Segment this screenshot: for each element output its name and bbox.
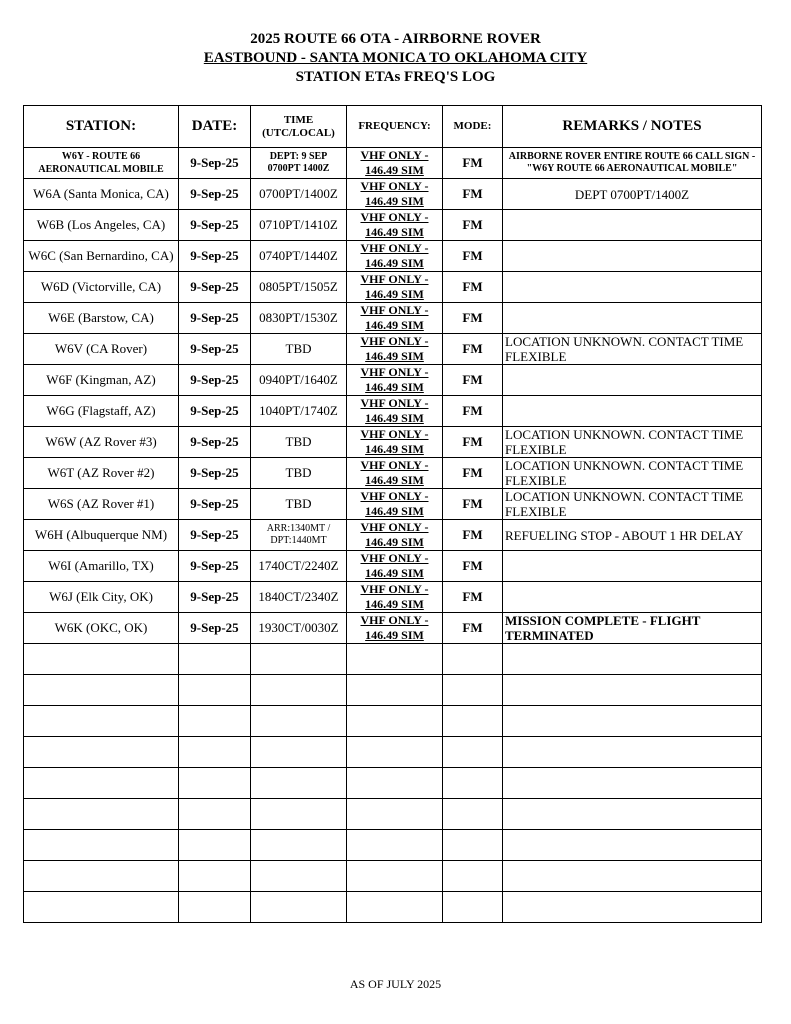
time-cell: 0830PT/1530Z (251, 303, 347, 334)
frequency-line2: 146.49 SIM (365, 535, 424, 549)
frequency-line2: 146.49 SIM (365, 442, 424, 456)
empty-cell (24, 768, 179, 799)
time-cell: 0940PT/1640Z (251, 365, 347, 396)
frequency-line2: 146.49 SIM (365, 628, 424, 642)
table-row (24, 210, 762, 241)
empty-cell (179, 675, 251, 706)
date-cell: 9-Sep-25 (179, 551, 251, 582)
frequency-line1: VHF ONLY - (360, 551, 429, 565)
time-cell: 1840CT/2340Z (251, 582, 347, 613)
frequency-line2: 146.49 SIM (365, 194, 424, 208)
table-row (24, 303, 762, 334)
empty-row (24, 737, 762, 768)
table-row (24, 582, 762, 613)
frequency-line1: VHF ONLY - (360, 241, 429, 255)
time-cell: TBD (251, 489, 347, 520)
frequency-line2: 146.49 SIM (365, 473, 424, 487)
frequency-line1: VHF ONLY - (360, 303, 429, 317)
empty-cell (24, 737, 179, 768)
empty-cell (347, 799, 443, 830)
mode-cell: FM (443, 365, 503, 396)
frequency-line1: VHF ONLY - (360, 334, 429, 348)
empty-cell (24, 799, 179, 830)
mode-cell: FM (443, 334, 503, 365)
empty-cell (347, 675, 443, 706)
date-cell: 9-Sep-25 (179, 582, 251, 613)
remarks-cell (503, 241, 762, 272)
empty-cell (24, 706, 179, 737)
mode-cell: FM (443, 551, 503, 582)
date-cell: 9-Sep-25 (179, 272, 251, 303)
empty-row (24, 768, 762, 799)
date-cell: 9-Sep-25 (179, 458, 251, 489)
empty-cell (179, 768, 251, 799)
date-cell: 9-Sep-25 (179, 427, 251, 458)
empty-cell (179, 799, 251, 830)
empty-cell (503, 706, 762, 737)
remarks-cell (503, 396, 762, 427)
table-header-row (24, 106, 762, 148)
route-subtitle: EASTBOUND - SANTA MONICA TO OKLAHOMA CITY (203, 50, 588, 66)
empty-row (24, 799, 762, 830)
frequency-cell (347, 272, 443, 303)
mode-cell: FM (443, 396, 503, 427)
frequency-line1: VHF ONLY - (360, 458, 429, 472)
empty-cell (24, 675, 179, 706)
station-cell: W6B (Los Angeles, CA) (24, 210, 179, 241)
date-cell: 9-Sep-25 (179, 365, 251, 396)
empty-cell (179, 892, 251, 923)
frequency-line2: 146.49 SIM (365, 597, 424, 611)
frequency-cell (347, 365, 443, 396)
table-row (24, 334, 762, 365)
frequency-line1: VHF ONLY - (360, 489, 429, 503)
table-row (24, 365, 762, 396)
col-header-mode: MODE: (443, 106, 503, 148)
date-cell: 9-Sep-25 (179, 613, 251, 644)
station-cell: W6T (AZ Rover #2) (24, 458, 179, 489)
empty-row (24, 892, 762, 923)
table-row (24, 396, 762, 427)
empty-row (24, 675, 762, 706)
empty-row (24, 861, 762, 892)
empty-cell (251, 706, 347, 737)
empty-cell (503, 799, 762, 830)
empty-cell (347, 644, 443, 675)
frequency-line1: VHF ONLY - (360, 365, 429, 379)
frequency-line1: VHF ONLY - (360, 427, 429, 441)
date-cell: 9-Sep-25 (179, 303, 251, 334)
mode-cell: FM (443, 489, 503, 520)
as-of-footer: AS OF JULY 2025 (349, 977, 442, 991)
mode-cell: FM (443, 241, 503, 272)
empty-cell (347, 892, 443, 923)
frequency-cell (347, 520, 443, 551)
remarks-cell: AIRBORNE ROVER ENTIRE ROUTE 66 CALL SIGN - "W6Y ROUTE 66 AERONAUTICAL MOBILE" (503, 148, 762, 179)
frequency-cell (347, 396, 443, 427)
mode-cell: FM (443, 520, 503, 551)
station-cell: W6Y - ROUTE 66 AERONAUTICAL MOBILE (24, 148, 179, 179)
frequency-line2: 146.49 SIM (365, 225, 424, 239)
empty-cell (24, 892, 179, 923)
table-row (24, 489, 762, 520)
empty-cell (443, 892, 503, 923)
empty-cell (347, 861, 443, 892)
frequency-cell (347, 210, 443, 241)
empty-cell (503, 675, 762, 706)
empty-cell (503, 737, 762, 768)
frequency-line1: VHF ONLY - (360, 210, 429, 224)
time-cell: TBD (251, 334, 347, 365)
table-row (24, 179, 762, 210)
frequency-line1: VHF ONLY - (360, 396, 429, 410)
remarks-cell: LOCATION UNKNOWN. CONTACT TIME FLEXIBLE (503, 458, 762, 489)
empty-cell (251, 799, 347, 830)
mode-cell: FM (443, 303, 503, 334)
remarks-cell: LOCATION UNKNOWN. CONTACT TIME FLEXIBLE (503, 489, 762, 520)
frequency-cell (347, 334, 443, 365)
frequency-line1: VHF ONLY - (360, 613, 429, 627)
frequency-line2: 146.49 SIM (365, 380, 424, 394)
col-header-station: STATION: (24, 106, 179, 148)
empty-cell (443, 830, 503, 861)
station-cell: W6V (CA Rover) (24, 334, 179, 365)
time-cell: ARR:1340MT / DPT:1440MT (251, 520, 347, 551)
empty-cell (251, 768, 347, 799)
frequency-line1: VHF ONLY - (360, 148, 429, 162)
empty-cell (179, 644, 251, 675)
empty-cell (443, 861, 503, 892)
station-cell: W6A (Santa Monica, CA) (24, 179, 179, 210)
station-cell: W6D (Victorville, CA) (24, 272, 179, 303)
empty-cell (503, 892, 762, 923)
empty-cell (179, 830, 251, 861)
time-cell: TBD (251, 427, 347, 458)
frequency-cell (347, 489, 443, 520)
date-cell: 9-Sep-25 (179, 210, 251, 241)
frequency-cell (347, 179, 443, 210)
time-cell: 1040PT/1740Z (251, 396, 347, 427)
station-cell: W6S (AZ Rover #1) (24, 489, 179, 520)
empty-cell (503, 830, 762, 861)
date-cell: 9-Sep-25 (179, 520, 251, 551)
remarks-cell: LOCATION UNKNOWN. CONTACT TIME FLEXIBLE (503, 334, 762, 365)
station-cell: W6I (Amarillo, TX) (24, 551, 179, 582)
document-title: 2025 ROUTE 66 OTA - AIRBORNE ROVER (250, 31, 541, 47)
remarks-cell: MISSION COMPLETE - FLIGHT TERMINATED (503, 613, 762, 644)
mode-cell: FM (443, 427, 503, 458)
frequency-line2: 146.49 SIM (365, 287, 424, 301)
station-cell: W6E (Barstow, CA) (24, 303, 179, 334)
empty-cell (347, 706, 443, 737)
empty-cell (443, 737, 503, 768)
date-cell: 9-Sep-25 (179, 241, 251, 272)
table-row (24, 551, 762, 582)
frequency-line2: 146.49 SIM (365, 163, 424, 177)
frequency-line2: 146.49 SIM (365, 566, 424, 580)
time-cell: 0740PT/1440Z (251, 241, 347, 272)
empty-cell (24, 644, 179, 675)
empty-cell (443, 799, 503, 830)
date-cell: 9-Sep-25 (179, 489, 251, 520)
date-cell: 9-Sep-25 (179, 396, 251, 427)
empty-cell (443, 768, 503, 799)
frequency-cell (347, 458, 443, 489)
col-header-date: DATE: (179, 106, 251, 148)
empty-row (24, 706, 762, 737)
frequency-line1: VHF ONLY - (360, 582, 429, 596)
frequency-line2: 146.49 SIM (365, 318, 424, 332)
remarks-cell (503, 272, 762, 303)
date-cell: 9-Sep-25 (179, 148, 251, 179)
table-row (24, 458, 762, 489)
date-cell: 9-Sep-25 (179, 179, 251, 210)
table-row (24, 148, 762, 179)
col-header-remarks: REMARKS / NOTES (503, 106, 762, 148)
empty-row (24, 830, 762, 861)
remarks-cell (503, 210, 762, 241)
frequency-line2: 146.49 SIM (365, 411, 424, 425)
date-cell: 9-Sep-25 (179, 334, 251, 365)
empty-cell (251, 675, 347, 706)
empty-cell (251, 644, 347, 675)
station-cell: W6K (OKC, OK) (24, 613, 179, 644)
frequency-cell (347, 148, 443, 179)
time-cell: 0710PT/1410Z (251, 210, 347, 241)
remarks-cell (503, 582, 762, 613)
empty-cell (443, 644, 503, 675)
frequency-line1: VHF ONLY - (360, 272, 429, 286)
empty-cell (24, 830, 179, 861)
empty-cell (251, 861, 347, 892)
mode-cell: FM (443, 272, 503, 303)
col-header-frequency: FREQUENCY: (347, 106, 443, 148)
time-cell: 0805PT/1505Z (251, 272, 347, 303)
time-cell: TBD (251, 458, 347, 489)
empty-row (24, 644, 762, 675)
empty-cell (251, 737, 347, 768)
frequency-cell (347, 427, 443, 458)
empty-cell (347, 830, 443, 861)
empty-cell (347, 768, 443, 799)
mode-cell: FM (443, 582, 503, 613)
empty-cell (24, 861, 179, 892)
remarks-cell (503, 303, 762, 334)
empty-cell (347, 737, 443, 768)
frequency-cell (347, 613, 443, 644)
col-header-time-line2: (UTC/LOCAL) (262, 126, 335, 139)
empty-cell (179, 861, 251, 892)
remarks-cell: REFUELING STOP - ABOUT 1 HR DELAY (503, 520, 762, 551)
table-row (24, 520, 762, 551)
table-row (24, 272, 762, 303)
empty-cell (443, 675, 503, 706)
mode-cell: FM (443, 148, 503, 179)
frequency-line1: VHF ONLY - (360, 520, 429, 534)
station-cell: W6F (Kingman, AZ) (24, 365, 179, 396)
empty-cell (251, 892, 347, 923)
remarks-cell: DEPT 0700PT/1400Z (503, 179, 762, 210)
table-row (24, 427, 762, 458)
empty-cell (179, 706, 251, 737)
time-cell: 0700PT/1400Z (251, 179, 347, 210)
mode-cell: FM (443, 613, 503, 644)
station-cell: W6J (Elk City, OK) (24, 582, 179, 613)
col-header-time (251, 106, 347, 148)
station-cell: W6H (Albuquerque NM) (24, 520, 179, 551)
empty-cell (179, 737, 251, 768)
empty-cell (503, 861, 762, 892)
table-row (24, 241, 762, 272)
remarks-cell (503, 551, 762, 582)
frequency-line2: 146.49 SIM (365, 504, 424, 518)
frequency-line1: VHF ONLY - (360, 179, 429, 193)
empty-cell (443, 706, 503, 737)
time-cell: DEPT: 9 SEP 0700PT 1400Z (251, 148, 347, 179)
frequency-line2: 146.49 SIM (365, 349, 424, 363)
remarks-cell (503, 365, 762, 396)
frequency-line2: 146.49 SIM (365, 256, 424, 270)
station-cell: W6W (AZ Rover #3) (24, 427, 179, 458)
frequency-cell (347, 551, 443, 582)
log-subtitle: STATION ETAs FREQ'S LOG (295, 69, 496, 85)
mode-cell: FM (443, 210, 503, 241)
station-cell: W6C (San Bernardino, CA) (24, 241, 179, 272)
empty-cell (503, 768, 762, 799)
mode-cell: FM (443, 458, 503, 489)
frequency-cell (347, 582, 443, 613)
time-cell: 1740CT/2240Z (251, 551, 347, 582)
time-cell: 1930CT/0030Z (251, 613, 347, 644)
station-log-table (23, 105, 762, 923)
col-header-time-line1: TIME (283, 113, 314, 126)
table-row (24, 613, 762, 644)
empty-cell (251, 830, 347, 861)
station-cell: W6G (Flagstaff, AZ) (24, 396, 179, 427)
empty-cell (503, 644, 762, 675)
mode-cell: FM (443, 179, 503, 210)
frequency-cell (347, 241, 443, 272)
remarks-cell: LOCATION UNKNOWN. CONTACT TIME FLEXIBLE (503, 427, 762, 458)
frequency-cell (347, 303, 443, 334)
